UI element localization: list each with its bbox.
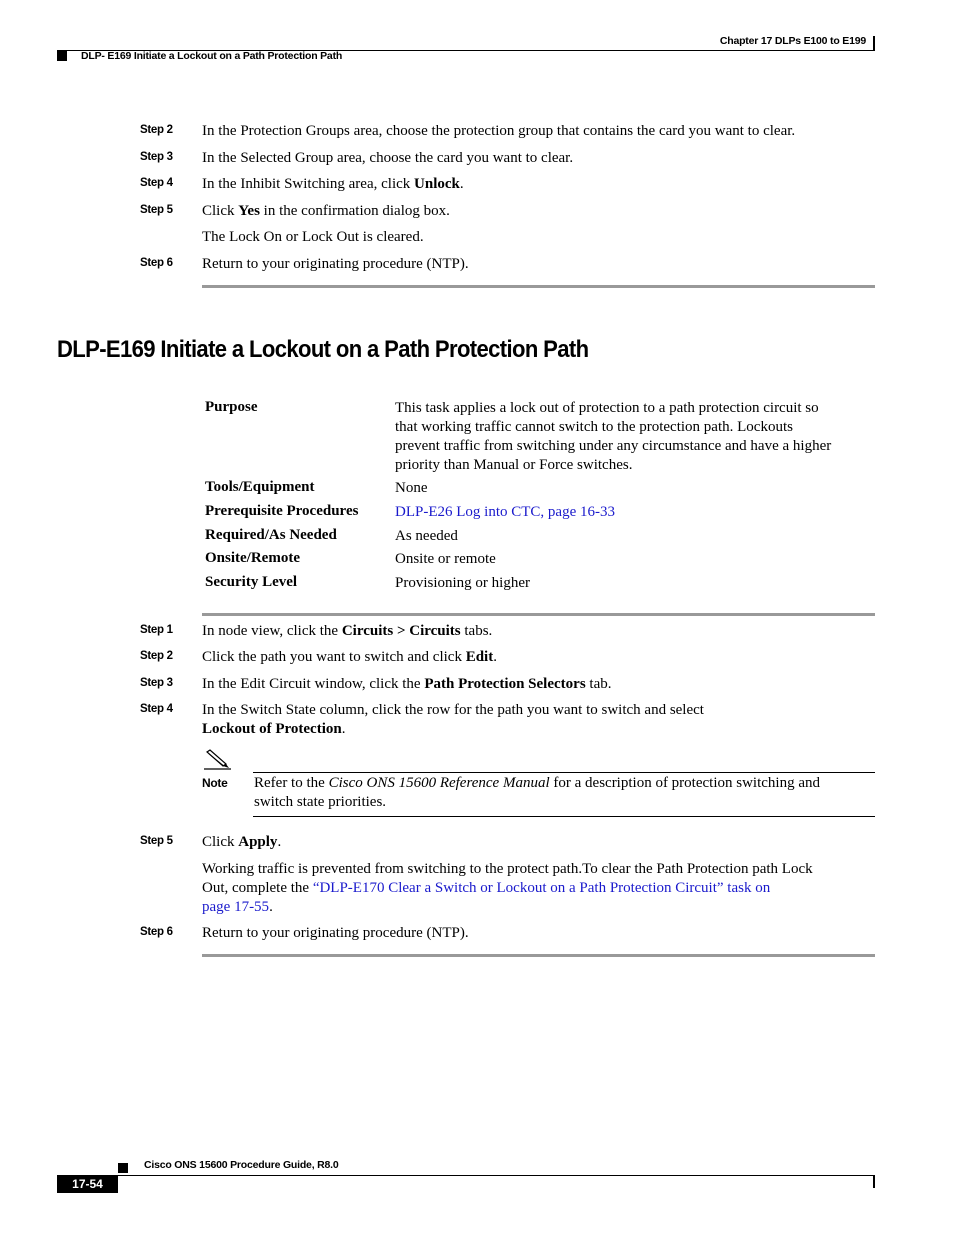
step-5-text: Click Apply. (202, 834, 282, 850)
steps-end-rule (202, 954, 875, 957)
footer-guide-title: Cisco ONS 15600 Procedure Guide, R8.0 (144, 1159, 339, 1171)
step-1-text: In node view, click the Circuits > Circuits tabs. (202, 623, 493, 639)
header-chapter: Chapter 17 DLPs E100 to E199 (719, 35, 866, 47)
step-6-label: Step 6 (140, 926, 173, 938)
purpose-value: This task applies a lock out of protection to a path protection circuit so that working traffic cannot switch to the protection path. Lockouts prevent traffic from switching under any circumstance and have a higher priority than Manual or Force switches. (395, 400, 832, 473)
step-6-text: Return to your originating procedure (NTP). (202, 925, 469, 941)
prev-step-6-label: Step 6 (140, 257, 173, 269)
page-title: DLP-E169 Initiate a Lockout on a Path Protection Path (57, 336, 589, 363)
prev-step-4-text: In the Inhibit Switching area, click Unlock. (202, 176, 464, 192)
prev-end-rule (202, 285, 875, 288)
security-value: Provisioning or higher (395, 575, 530, 591)
prereq-label: Prerequisite Procedures (205, 503, 359, 519)
security-label: Security Level (205, 574, 298, 590)
step-3-text: In the Edit Circuit window, click the Path Protection Selectors tab. (202, 676, 612, 692)
prev-step-5-text: Click Yes in the confirmation dialog box. (202, 203, 450, 219)
prev-step-6-text: Return to your originating procedure (NTP). (202, 256, 469, 272)
prev-step-5-label: Step 5 (140, 204, 173, 216)
footer-rule (57, 1175, 875, 1176)
footer-right-tick (873, 1175, 875, 1188)
dlp-e170-link[interactable]: “DLP-E170 Clear a Switch or Lockout on a Path Protection Circuit” task on (312, 880, 771, 896)
purpose-label: Purpose (205, 399, 258, 415)
tools-value: None (395, 480, 428, 496)
prev-step-3-label: Step 3 (140, 151, 173, 163)
step-2-text: Click the path you want to switch and click Edit. (202, 649, 497, 665)
footer-small-square (118, 1163, 128, 1173)
header-right-tick (873, 36, 875, 50)
step-4-label: Step 4 (140, 703, 173, 715)
note-rule-bottom (253, 816, 875, 817)
onsite-value: Onsite or remote (395, 551, 496, 567)
step-1-label: Step 1 (140, 624, 173, 636)
header-left-square (57, 51, 67, 61)
tools-label: Tools/Equipment (205, 479, 315, 495)
onsite-label: Onsite/Remote (205, 550, 300, 566)
dlp-e170-page-link[interactable]: page 17-55 (202, 899, 270, 915)
required-value: As needed (395, 528, 458, 544)
prereq-link[interactable]: DLP-E26 Log into CTC, page 16-33 (395, 504, 615, 520)
step-4-text: In the Switch State column, click the row for the path you want to switch and select Lockout of Protection. (202, 702, 704, 737)
step-5-result: Working traffic is prevented from switching to the protect path.To clear the Path Protection path Lock Out, complete the “DLP-E170 Clear a Switch or Lockout on a Path Protection Circuit” task on page 17-55. (202, 861, 813, 915)
step-3-label: Step 3 (140, 677, 173, 689)
note-text: Refer to the Cisco ONS 15600 Reference Manual for a description of protection switching and switch state priorities. (254, 775, 820, 810)
required-label: Required/As Needed (205, 527, 337, 543)
prev-step-2-text: In the Protection Groups area, choose the protection group that contains the card you want to clear. (202, 123, 796, 139)
step-2-label: Step 2 (140, 650, 173, 662)
note-label: Note (202, 776, 228, 790)
prev-step-3-text: In the Selected Group area, choose the card you want to clear. (202, 150, 574, 166)
prev-step-4-label: Step 4 (140, 177, 173, 189)
prev-step-2-label: Step 2 (140, 124, 173, 136)
pencil-icon (202, 749, 232, 771)
header-section: DLP- E169 Initiate a Lockout on a Path Protection Path (81, 50, 343, 62)
table-end-rule (202, 613, 875, 616)
step-5-label: Step 5 (140, 835, 173, 847)
prev-step-5-result: The Lock On or Lock Out is cleared. (202, 229, 424, 245)
note-rule-top (253, 772, 875, 773)
page-number: 17-54 (57, 1176, 118, 1193)
